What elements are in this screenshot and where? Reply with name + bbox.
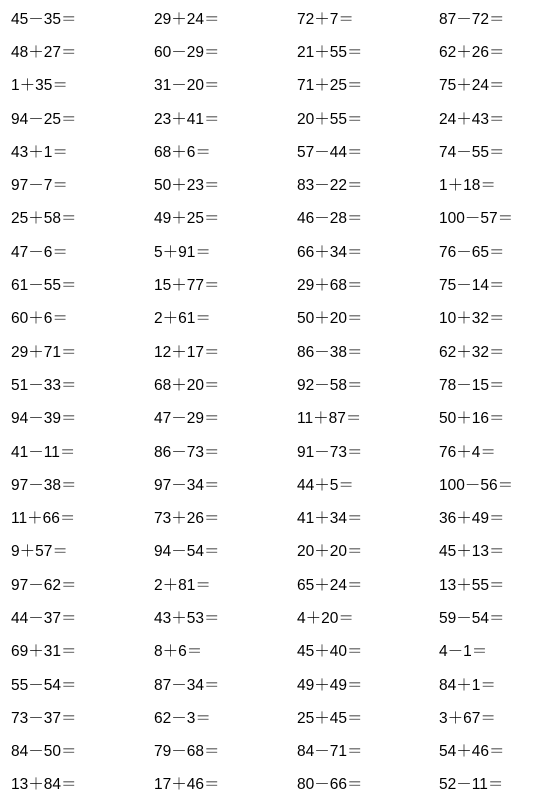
problem-row	[11, 600, 551, 633]
math-problem: 41＋34＝	[297, 510, 363, 528]
math-problem: 80－66＝	[297, 776, 363, 794]
math-problem: 57－44＝	[297, 143, 363, 161]
math-problem: 49＋25＝	[154, 210, 220, 228]
math-problem: 43＋1＝	[11, 143, 68, 161]
math-problem: 43＋53＝	[154, 609, 220, 627]
math-problem: 12＋17＝	[154, 343, 220, 361]
math-problem: 79－68＝	[154, 743, 220, 761]
math-problem: 54＋46＝	[439, 743, 505, 761]
math-problem: 41－11＝	[11, 443, 76, 461]
math-problem: 75＋24＝	[439, 77, 505, 95]
math-problem: 44＋5＝	[297, 476, 354, 494]
problem-row	[11, 667, 551, 700]
problem-row	[11, 567, 551, 600]
math-problem: 4－1＝	[439, 643, 488, 661]
math-problem: 45＋40＝	[297, 643, 363, 661]
math-problem: 78－15＝	[439, 376, 505, 394]
math-problem: 50＋23＝	[154, 177, 220, 195]
math-problem: 68＋6＝	[154, 143, 211, 161]
math-problem: 21＋55＝	[297, 43, 363, 61]
math-problem: 1＋35＝	[11, 77, 68, 95]
math-problem: 29＋68＝	[297, 277, 363, 295]
math-problem: 10＋32＝	[439, 310, 505, 328]
math-problem: 11＋87＝	[297, 410, 362, 428]
math-problem: 4＋20＝	[297, 609, 354, 627]
math-problem: 97－7＝	[11, 177, 68, 195]
problem-row	[11, 201, 551, 234]
math-problem: 50＋20＝	[297, 310, 363, 328]
math-problem: 52－11＝	[439, 776, 504, 794]
math-problem: 47－6＝	[11, 243, 68, 261]
math-problem: 11＋66＝	[11, 510, 76, 528]
math-problem: 86－73＝	[154, 443, 220, 461]
math-problem: 62＋26＝	[439, 43, 505, 61]
math-problem: 44－37＝	[11, 609, 77, 627]
math-problem: 25＋58＝	[11, 210, 77, 228]
math-problem: 20＋20＝	[297, 543, 363, 561]
problem-row	[11, 434, 551, 467]
problem-row	[11, 134, 551, 167]
math-problem: 87－72＝	[439, 10, 505, 28]
math-problem: 76－65＝	[439, 243, 505, 261]
math-problem: 46－28＝	[297, 210, 363, 228]
math-problem: 3＋67＝	[439, 709, 496, 727]
math-problem: 1＋18＝	[439, 177, 496, 195]
problem-row	[11, 334, 551, 367]
math-problem: 83－22＝	[297, 177, 363, 195]
math-problem: 9＋57＝	[11, 543, 68, 561]
math-problem: 75－14＝	[439, 277, 505, 295]
math-problem: 84－71＝	[297, 743, 363, 761]
math-problem: 23＋41＝	[154, 110, 220, 128]
math-problem: 51－33＝	[11, 376, 77, 394]
problem-row	[11, 1, 551, 34]
math-problem: 62－3＝	[154, 709, 211, 727]
math-problem: 50＋16＝	[439, 410, 505, 428]
problem-row	[11, 634, 551, 667]
math-problem: 69＋31＝	[11, 643, 77, 661]
math-problem: 49＋49＝	[297, 676, 363, 694]
math-problem: 71＋25＝	[297, 77, 363, 95]
math-problem: 97－38＝	[11, 476, 77, 494]
problem-row	[11, 500, 551, 533]
math-problem: 29＋71＝	[11, 343, 77, 361]
math-problem: 68＋20＝	[154, 376, 220, 394]
problem-row	[11, 534, 551, 567]
problem-row	[11, 68, 551, 101]
problem-row	[11, 301, 551, 334]
math-problem: 55－54＝	[11, 676, 77, 694]
problem-row	[11, 767, 551, 800]
math-problem: 100－57＝	[439, 210, 514, 228]
math-problem: 94－54＝	[154, 543, 220, 561]
problem-row	[11, 467, 551, 500]
problem-row	[11, 234, 551, 267]
math-problem: 13＋55＝	[439, 576, 505, 594]
math-problem: 76＋4＝	[439, 443, 496, 461]
math-problem: 66＋34＝	[297, 243, 363, 261]
problem-row	[11, 101, 551, 134]
math-problem: 100－56＝	[439, 476, 514, 494]
math-problem: 15＋77＝	[154, 277, 220, 295]
problem-row	[11, 401, 551, 434]
math-problem: 2＋81＝	[154, 576, 211, 594]
math-problem: 73－37＝	[11, 709, 77, 727]
math-problem: 20＋55＝	[297, 110, 363, 128]
math-problem: 84－50＝	[11, 743, 77, 761]
problem-row	[11, 167, 551, 200]
math-problem: 8＋6＝	[154, 643, 203, 661]
math-problem: 65＋24＝	[297, 576, 363, 594]
math-problem: 74－55＝	[439, 143, 505, 161]
math-problem: 47－29＝	[154, 410, 220, 428]
math-problem: 86－38＝	[297, 343, 363, 361]
math-problem: 61－55＝	[11, 277, 77, 295]
math-problem: 94－25＝	[11, 110, 77, 128]
math-problem: 48＋27＝	[11, 43, 77, 61]
math-problem: 92－58＝	[297, 376, 363, 394]
math-problem: 36＋49＝	[439, 510, 505, 528]
math-problem: 84＋1＝	[439, 676, 496, 694]
problem-row	[11, 367, 551, 400]
math-problem: 2＋61＝	[154, 310, 211, 328]
problem-row	[11, 34, 551, 67]
math-problem: 17＋46＝	[154, 776, 220, 794]
math-problem: 91－73＝	[297, 443, 363, 461]
math-problem: 97－34＝	[154, 476, 220, 494]
math-problem: 60＋6＝	[11, 310, 68, 328]
math-problem: 60－29＝	[154, 43, 220, 61]
math-problem: 13＋84＝	[11, 776, 77, 794]
math-problem: 31－20＝	[154, 77, 220, 95]
math-problem: 29＋24＝	[154, 10, 220, 28]
math-problem: 5＋91＝	[154, 243, 211, 261]
math-problem: 59－54＝	[439, 609, 505, 627]
problem-row	[11, 267, 551, 300]
math-problem: 94－39＝	[11, 410, 77, 428]
problem-row	[11, 700, 551, 733]
problem-row	[11, 734, 551, 767]
math-problem: 45＋13＝	[439, 543, 505, 561]
math-problem: 62＋32＝	[439, 343, 505, 361]
arithmetic-worksheet	[11, 1, 551, 800]
math-problem: 97－62＝	[11, 576, 77, 594]
math-problem: 87－34＝	[154, 676, 220, 694]
math-problem: 45－35＝	[11, 10, 77, 28]
math-problem: 73＋26＝	[154, 510, 220, 528]
math-problem: 25＋45＝	[297, 709, 363, 727]
math-problem: 72＋7＝	[297, 10, 354, 28]
math-problem: 24＋43＝	[439, 110, 505, 128]
